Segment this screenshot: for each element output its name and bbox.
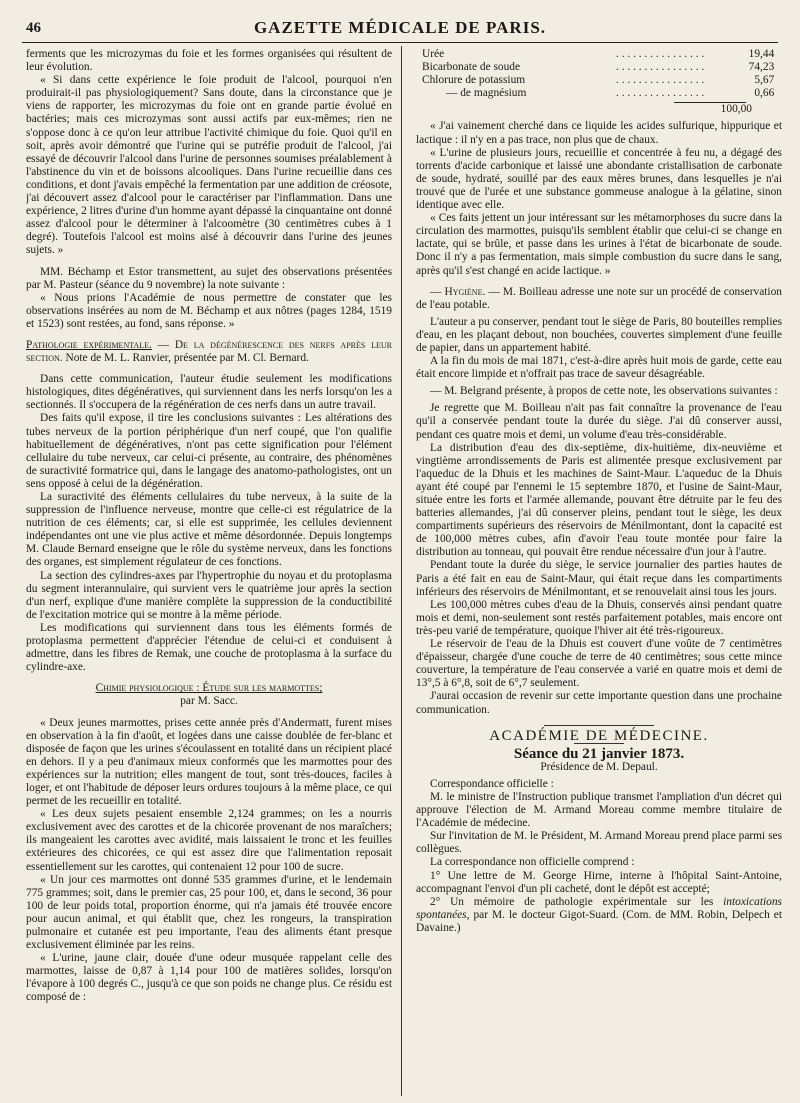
table-row: Bicarbonate de soude . . . . . . . . . . . . . . . . 74,23 bbox=[422, 61, 775, 74]
paragraph: Les modifications qui surviennent dans tous les éléments formés de protoplasma permettent d'apprécier l'étendue de celui-ci et conduisent à admettre, dans les fibres de Remak, une couche de protoplasma à la surface du cylindre-axe. bbox=[26, 621, 392, 674]
section-author: Note de M. L. Ranvier, présentée par M. Cl. Bernard. bbox=[62, 352, 309, 365]
paragraph: La distribution d'eau des dix-septième, dix-huitième, dix-neuvième et vingtième arrondissements de Paris est alimentée presque exclusivement par l'aqueduc de la Dhuis et les machines de Saint-Maur. L'aqueduc de la Dhuis ayant été coupé par l'ennemi le 15 septembre 1870, et l'usine de Saint-Maur, située entre les forts et l'armée allemande, pouvant être détruite par le feu des batteries allemandes, j'ai dû conserver pleins, pendant tout le siège, les deux compartiments supérieurs des réservoirs de Ménilmontant, dont la capacité est de 100,000 mètres cubes, afin d'avoir l'eau toute montée pour faire la distribution au tonneau, qui pouvait être rendue nécessaire d'un jour à l'autre. bbox=[416, 441, 782, 559]
paragraph: — M. Belgrand présente, à propos de cette note, les observations suivantes : bbox=[430, 385, 778, 398]
table-cell-value: 0,66 bbox=[754, 87, 775, 100]
paragraph: M. le ministre de l'Instruction publique transmet l'ampliation d'un décret qui approuve l'élection de M. Armand Moreau comme membre titulaire de l'Académie de médecine. bbox=[416, 790, 782, 830]
paragraph: Des faits qu'il expose, il tire les conclusions suivantes : Les altérations des tubes nerveux de la portion périphérique d'un nerf coupé, que l'on qualifie habituellement de dégénératives, n'ont pas cette signification pour l'élément cellulaire du tube nerveux, car celui-ci présente, au contraire, des phénomènes de suractivité formatrice qui, dans le langage des anatomo-pathologistes, ont un sens opposé à celui de la dégénération. bbox=[26, 412, 392, 490]
academie-title: ACADÉMIE DE MÉDECINE. bbox=[489, 727, 709, 744]
paragraph: Sur l'invitation de M. le Président, M. Armand Moreau prend place parmi ses collègues. bbox=[416, 830, 782, 856]
table-cell-name: Bicarbonate de soude bbox=[422, 61, 521, 74]
section-heading-hygiene bbox=[416, 286, 782, 312]
paragraph: A la fin du mois de mai 1871, c'est-à-dire après huit mois de garde, cette eau était encore limpide et n'offrait pas trace de saveur désagréable. bbox=[416, 355, 782, 381]
composition-table bbox=[422, 48, 774, 100]
table-row: — de magnésium . . . . . . . . . . . . . . . . 0,66 bbox=[422, 87, 774, 100]
paragraph: MM. Béchamp et Estor transmettent, au sujet des observations présentées par M. Pasteur (séance du 9 novembre) la note suivante : bbox=[26, 265, 392, 291]
table-cell-value: 5,67 bbox=[754, 74, 775, 87]
italic-run: intoxications spontanées bbox=[416, 895, 782, 921]
table-total: 100,00 bbox=[720, 103, 752, 116]
section-label: Pathologie expérimentale. bbox=[26, 338, 152, 351]
table-cell-name: — de magnésium bbox=[446, 87, 527, 100]
section-title: — De la dégénérescence des nerfs après leur section. bbox=[26, 338, 392, 365]
paragraph: « J'ai vainement cherché dans ce liquide les acides sulfurique, hippurique et lactique : il n'y en a pas trace, non plus que de chaux. bbox=[416, 120, 782, 146]
paragraph: J'aurai occasion de revenir sur cette importante question dans une prochaine communication. bbox=[416, 690, 782, 716]
table-cell-value: 19,44 bbox=[748, 48, 775, 60]
table-row: Urée . . . . . . . . . . . . . . . . 19,44 bbox=[422, 48, 775, 60]
column-divider bbox=[401, 46, 402, 1096]
section-heading-pathologie bbox=[26, 339, 392, 365]
seance-title: Séance du 21 janvier 1873. bbox=[513, 745, 685, 762]
running-title: GAZETTE MÉDICALE DE PARIS. bbox=[253, 18, 547, 37]
right-column bbox=[416, 48, 782, 1098]
paragraph: Je regrette que M. Boilleau n'ait pas fait connaître la provenance de l'eau qu'il a conservée pendant toute la durée du siège. J'ai dû conserver aussi, pendant ces quatre mois et demi, un volume d'eau très-considérable. bbox=[416, 402, 782, 441]
paragraph: La section des cylindres-axes par l'hypertrophie du noyau et du protoplasma du segment interannulaire, qui survient vers le quatrième jour après la section d'un nerf, explique d'une manière complète la suppression de la conductibilité de l'excitation motrice qui se montre à la même période. bbox=[26, 569, 392, 621]
table-cell-value: 74,23 bbox=[748, 61, 775, 74]
paragraph: « Ces faits jettent un jour intéressant sur les métamorphoses du sucre dans la circulation des marmottes, puisqu'ils semblent établir que celui-ci se change en lactate, qui se brûle, et passe dans les urines à l'état de bicarbonate de soude. Donc il n'y a pas fermentation, mais simple combustion du sucre dans le sang, après qu'il s'est changé en acide lactique. » bbox=[416, 212, 782, 277]
table-cell-name: Urée bbox=[422, 48, 445, 60]
header-rule bbox=[22, 42, 778, 43]
presidence-line: Présidence de M. Depaul. bbox=[540, 760, 658, 773]
paragraph: « Si dans cette expérience le foie produit de l'alcool, pourquoi n'en produirait-il pas physiologiquement? Sans doute, dans la circonstance que je viens de rapporter, les microzymas du foie ont en grande partie évolué en bactéries; mais ces microzymas sont aussi actifs par eux-mêmes; rien ne s'oppose donc à ce qu'on leur attribue l'activité chimique du foie. Quoi qu'il en soit, après avoir démontré que l'urine qui se putréfie produit de l'alcool, j'ai essayé de découvrir l'alcool dans l'urine de personnes soumises préalablement à l'abstinence du vin et de boissons alcooliques. Dans l'urine recueillie dans ces conditions, et dont j'avais empêché la fermentation par une addition de créosote, j'ai découvert assez d'alcool pour le caractériser par l'inflammation. Dans une expérience, 2 litres d'urine d'un homme ayant dépassé la cinquantaine ont donné assez d'alcool pour le déterminer à l'alcoomètre (30 centimètres cubes à 1 degré). Toutefois l'alcool est moins aisé à découvrir dans l'urine des jeunes sujets. » bbox=[26, 74, 392, 257]
paragraph: Pendant toute la durée du siège, le service journalier des parties hautes de Paris a été fait en eau de Saint-Maur, qui était reçue dans les compartiments inférieurs des réservoirs de Ménilmontant, et se renouvelait ainsi tous les jours. bbox=[416, 559, 782, 598]
paragraph: « Deux jeunes marmottes, prises cette année près d'Andermatt, furent mises en observation à la fin d'août, et logées dans une caisse doublée de fer-blanc et disposée de façon que les urines s'écoulassent en totalité dans un récipient placé en dehors. Il y a peu d'animaux mieux conformés que les marmottes pour des expériences sur la nutrition; elles mangent de tout, sont très-douces, faciles à loger, et ont l'habitude de déposer leurs ordures toujours à la même place, ce qui permet de les recueillir en totalité. bbox=[26, 716, 392, 808]
left-column bbox=[26, 48, 392, 1098]
page-number: 46 bbox=[26, 20, 41, 36]
paragraph: « Nous prions l'Académie de nous permettre de constater que les observations insérées au nom de M. Béchamp et aux nôtres (pages 1284, 1519 et 1523) sont restées, au fond, sans réponse. » bbox=[26, 291, 392, 330]
table-cell-name: Chlorure de potassium bbox=[422, 74, 526, 87]
paragraph bbox=[416, 896, 782, 935]
paragraph: Le réservoir de l'eau de la Dhuis est couvert d'une voûte de 7 centimètres d'épaisseur, chargée d'une couche de terre de 40 centimètres; sous cette mince couverture, la température de l'eau conservée a varié en quatre mois et demi de 13°,5 à 6°,8, soit de 6°,7 seulement. bbox=[416, 638, 782, 690]
paragraph: « L'urine de plusieurs jours, recueillie et concentrée à feu nu, a dégagé des torrents d'acide carbonique et laissé une abondante cristallisation de carbonate de soude, hydraté, souillé par des eaux mères brunes, dans lesquelles je n'ai trouvé que de l'urée et une substance gommeuse analogue à la gélatine, sinon identique avec elle. bbox=[416, 146, 782, 212]
paragraph: La suractivité des éléments cellulaires du tube nerveux, à la suite de la suppression de l'influence nerveuse, montre que celle-ci est régulatrice de la nutrition de ces éléments; car, si elle est supprimée, les cellules deviennent indépendantes ont une vie plus active et même désordonnée. Depuis longtemps M. Claude Bernard enseigne que le rôle du système nerveux, dans les fonctions des organes, est simplement régulateur de ces fonctions. bbox=[26, 491, 392, 569]
paragraph: Les 100,000 mètres cubes d'eau de la Dhuis, conservés ainsi pendant quatre mois et demi, non-seulement sont restés parfaitement potables, mais encore ont très-peu varié de température, quoique l'hiver ait été très-rigoureux. bbox=[416, 598, 782, 637]
text-run: , par M. le docteur Gigot-Suard. (Com. de MM. Robin, Delpech et Davaine.) bbox=[416, 908, 782, 934]
section-label: — Hygiène. bbox=[430, 285, 486, 298]
paragraph: ferments que les microzymas du foie et les formes organisées qui résultent de leur évolution. bbox=[26, 48, 392, 74]
section-author: par M. Sacc. bbox=[180, 695, 238, 708]
paragraph: « L'urine, jaune clair, douée d'une odeur musquée rappelant celle des marmottes, laisse de 0,87 à 1,14 pour 100 de matières solides, lorsqu'on l'évapore à 100 degrés C., jusqu'à ce que son poids ne change plus. Ce résidu est composé de : bbox=[26, 952, 392, 1004]
paragraph: « Les deux sujets pesaient ensemble 2,124 grammes; on les a nourris exclusivement avec des carottes et de la chicorée provenant de nos maraîchers; ils mangeaient les carottes avec avidité, mais laissaient le tronc et les feuilles extérieures des chicorées, ce qui est assez dire que l'alimentation reposait essentiellement sur les carottes, qui contenaient 12 pour 100 de sucre. bbox=[26, 808, 392, 873]
paragraph: 1° Une lettre de M. George Hirne, interne à l'hôpital Saint-Antoine, accompagnant l'envoi d'un pli cacheté, dont le dépôt est accepté; bbox=[416, 869, 782, 895]
section-rule bbox=[544, 725, 654, 726]
page-header bbox=[0, 12, 800, 40]
paragraph: « Un jour ces marmottes ont donné 535 grammes d'urine, et le lendemain 775 grammes; soit, dans le premier cas, 25 pour 100, et, dans le second, 36 pour 100 de leur poids total, proportion énorme, qui n'a jamais été trouvée encore pour aucun animal, et qui établit que, chez les rongeurs, la transpiration pulmonaire et cutanée est peu importante, l'eau des aliments étant presque exclusivement éliminée par les reins. bbox=[26, 873, 392, 952]
paragraph: L'auteur a pu conserver, pendant tout le siège de Paris, 80 bouteilles remplies d'eau, en les plaçant debout, non bouchées, couvertes simplement d'une feuille de papier, dans un appartement habité. bbox=[416, 315, 782, 354]
paragraph: La correspondance non officielle comprend : bbox=[430, 856, 635, 869]
section-text: — M. Boilleau adresse une note sur un procédé de conservation de l'eau potable. bbox=[416, 285, 782, 311]
text-run: 2° Un mémoire de pathologie expérimentale sur les bbox=[430, 895, 724, 908]
section-heading-chimie: Chimie physiologique : Étude sur les marmottes; bbox=[95, 682, 323, 695]
paragraph: Correspondance officielle : bbox=[430, 777, 554, 790]
table-row: Chlorure de potassium . . . . . . . . . . . . . . . . 5,67 bbox=[422, 74, 775, 87]
paragraph: Dans cette communication, l'auteur étudie seulement les modifications histologiques, dites dégénératives, qui surviennent dans les nerfs lorsqu'on les a sectionnés. Il s'occupera de la régénération de ces nerfs dans un autre travail. bbox=[26, 373, 392, 412]
